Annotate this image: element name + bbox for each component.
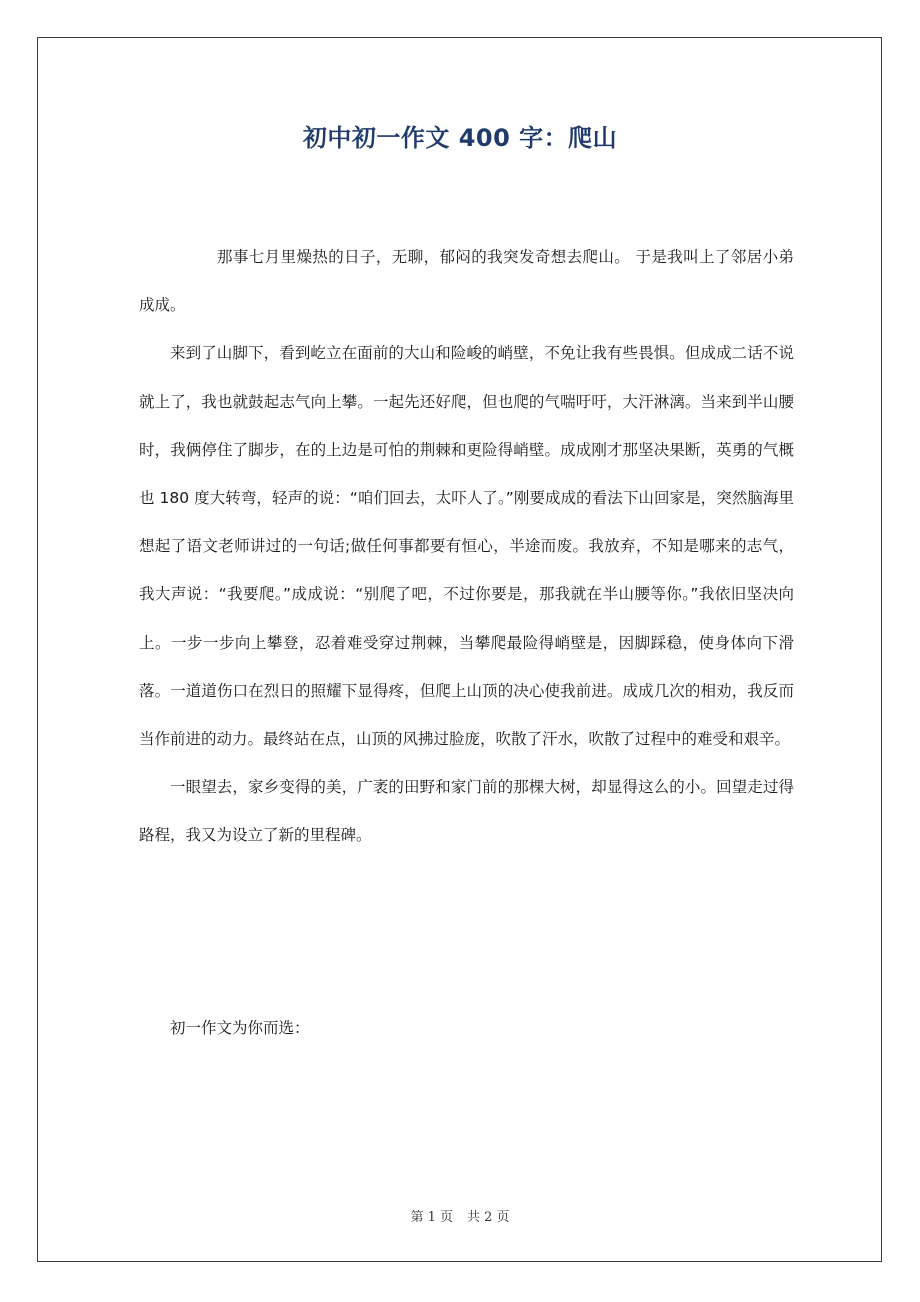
page-total: 共 2 页 (467, 1210, 510, 1225)
paragraph-2: 来到了山脚下，看到屹立在面前的大山和险峻的峭壁，不免让我有些畏惧。但成成二话不说就上了，我也就鼓起志气向上攀。一起先还好爬，但也爬的气喘吁吁，大汗淋漓。当来到半山腰时，我俩停住了脚步，在的上边是可怕的荆棘和更险得峭壁。成成刚才那坚决果断，英勇的气概也 180 度大转弯，轻声的说：“咱们回去，太吓人了。”刚要成成的看法下山回家是，突然脑海里想起了语文老师讲过的一句话;做任何事都要有恒心，半途而废。我放弃，不知是哪来的志气，我大声说：“我要爬。”成成说：“别爬了吧，不过你要是，那我就在半山腰等你。”我依旧坚决向上。一步一步向上攀登，忍着难受穿过荆棘，当攀爬最险得峭壁是，因脚踩稳，使身体向下滑落。一道道伤口在烈日的照耀下显得疼，但爬上山顶的决心使我前进。成成几次的相劝，我反而当作前进的动力。最终站在点，山顶的风拂过脸庞，吹散了汗水，吹散了过程中的难受和艰辛。 (139, 344, 794, 749)
paragraph-3: 一眼望去，家乡变得的美，广袤的田野和家门前的那棵大树，却显得这么的小。回望走过得路程，我又为设立了新的里程碑。 (139, 778, 794, 845)
page-current: 第 1 页 (410, 1210, 453, 1225)
paragraph-1: 那事七月里燥热的日子，无聊，郁闷的我突发奇想去爬山。 于是我叫上了邻居小弟成成。 (139, 248, 794, 315)
footer-note: 初一作文为你而选： (170, 1019, 310, 1037)
document-title: 初中初一作文 400 字：爬山 (302, 124, 618, 152)
document-body (139, 233, 794, 860)
page-number (0, 1206, 920, 1225)
